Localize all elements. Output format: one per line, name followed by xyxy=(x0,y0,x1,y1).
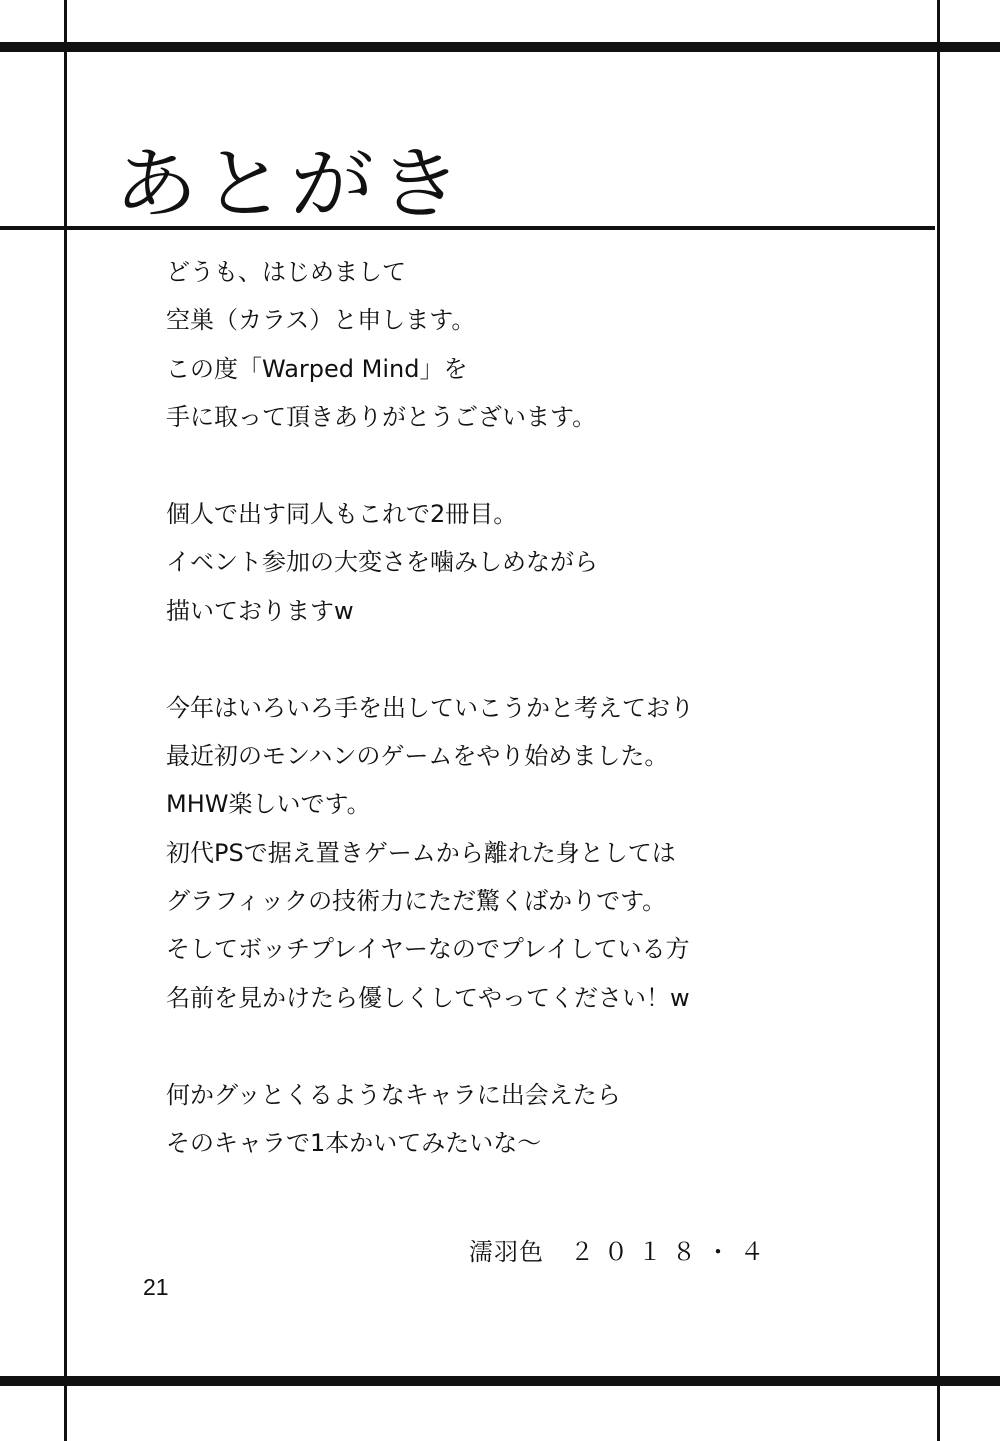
text-line: 手に取って頂きありがとうございます。 xyxy=(166,403,597,432)
text-line: 個人で出す同人もこれで2冊目。 xyxy=(166,499,518,528)
text-line: 今年はいろいろ手を出していこうかと考えており xyxy=(166,693,694,722)
afterword-body xyxy=(166,248,866,1167)
bottom-border-line xyxy=(0,1376,1000,1386)
text-line: 空巣（カラス）と申します。 xyxy=(166,306,476,335)
text-line: どうも、はじめまして xyxy=(166,258,406,286)
text-line: この度「Warped Mind」を xyxy=(166,354,468,383)
paragraph-gap xyxy=(166,635,866,683)
paragraph-gap xyxy=(166,1022,866,1070)
author-name: 濡羽色 xyxy=(469,1238,544,1266)
text-line: 何かグッとくるようなキャラに出会えたら xyxy=(166,1080,621,1109)
page-number: 21 xyxy=(143,1274,169,1300)
top-border-line xyxy=(0,42,1000,52)
text-line: グラフィックの技術力にただ驚くばかりです。 xyxy=(166,887,667,916)
text-line: 描いておりますw xyxy=(166,596,354,625)
text-line: 名前を見かけたら優しくしてやってください！w xyxy=(166,983,690,1012)
text-line: イベント参加の大変さを噛みしめながら xyxy=(166,548,598,577)
page-title: あとがき xyxy=(114,138,467,230)
signature xyxy=(469,1232,774,1272)
right-border-line xyxy=(937,0,940,1441)
text-line: そのキャラで1本かいてみたいな～ xyxy=(166,1129,542,1158)
text-line: MHW楽しいです。 xyxy=(166,790,371,819)
text-line: 初代PSで据え置きゲームから離れた身としては xyxy=(166,838,676,867)
text-line: そしてボッチプレイヤーなのでプレイしている方 xyxy=(166,935,690,964)
signature-date: ２０１８・４ xyxy=(570,1238,774,1266)
left-border-line xyxy=(64,0,67,1441)
text-line: 最近初のモンハンのゲームをやり始めました。 xyxy=(166,741,669,770)
paragraph-gap xyxy=(166,442,866,490)
